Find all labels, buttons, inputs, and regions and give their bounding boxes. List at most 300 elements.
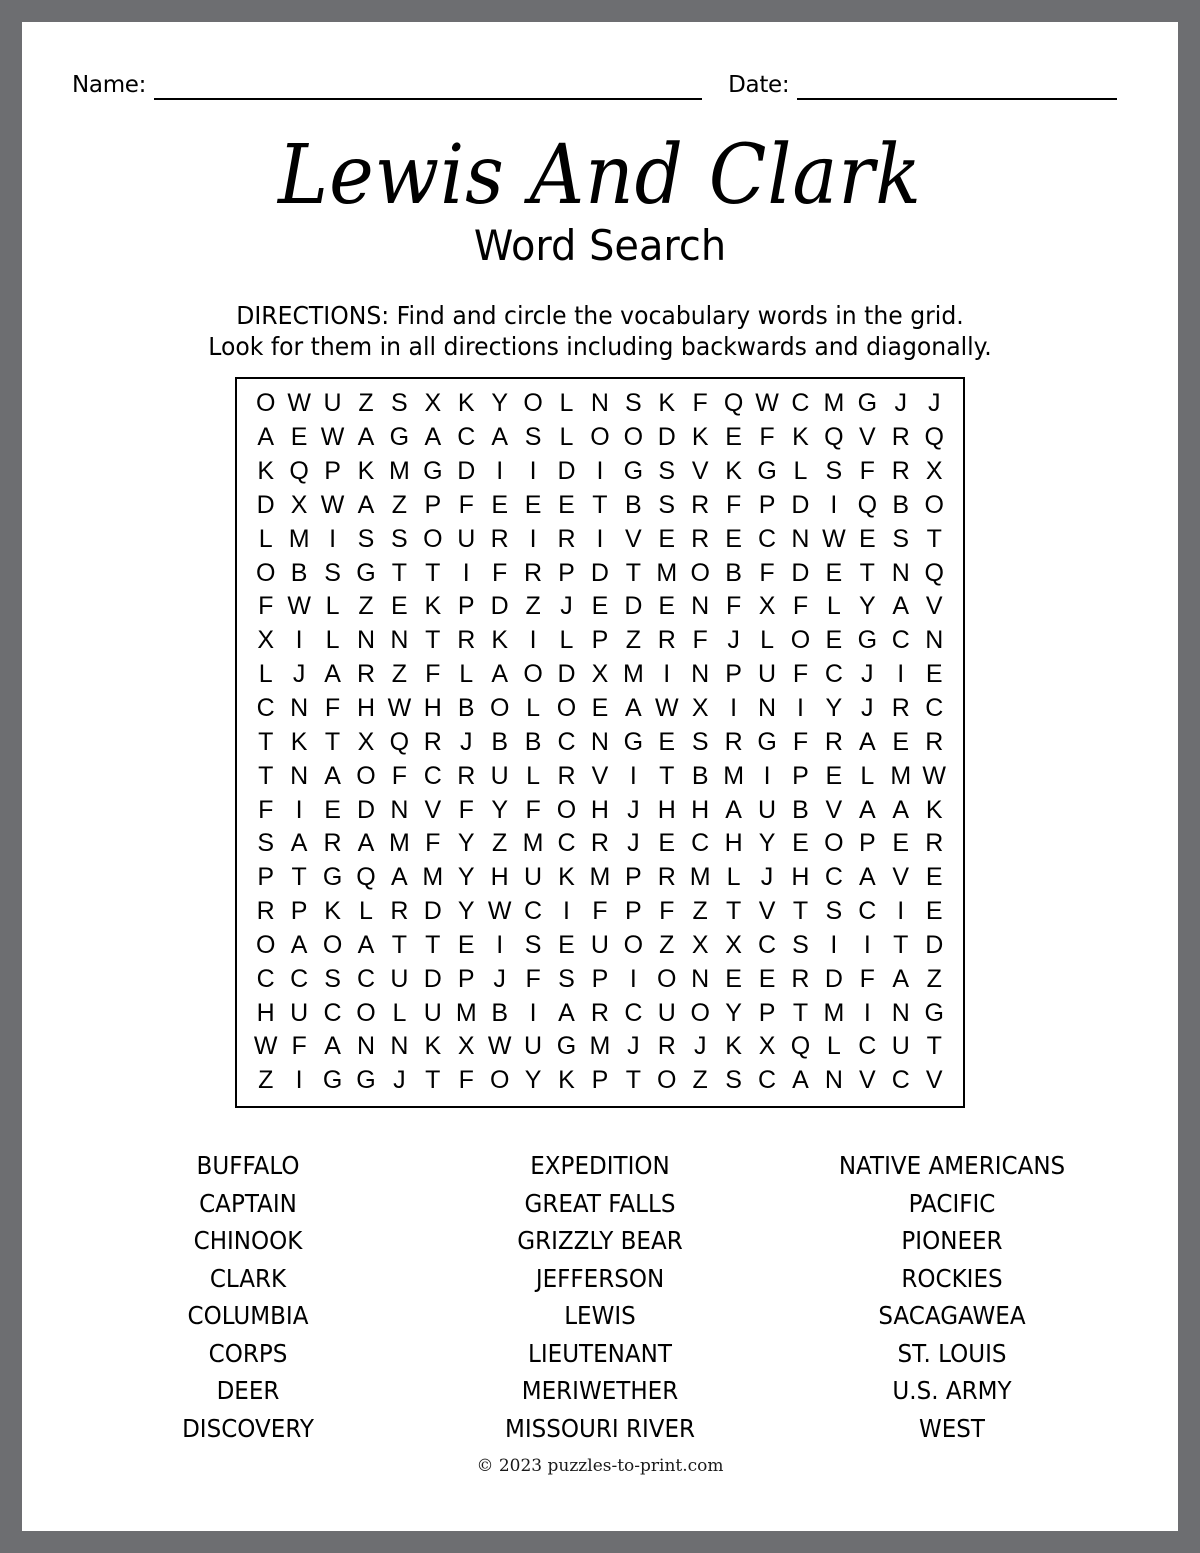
grid-cell[interactable]: M (656, 558, 678, 587)
grid-cell[interactable]: E (925, 897, 943, 926)
grid-cell[interactable]: Q (356, 863, 376, 892)
grid-cell[interactable]: X (257, 626, 275, 655)
grid-cell[interactable]: I (529, 457, 537, 486)
grid-cell[interactable]: T (425, 626, 441, 655)
grid-cell[interactable]: A (357, 829, 375, 858)
grid-cell[interactable]: E (290, 423, 308, 452)
grid-cell[interactable]: J (894, 389, 907, 418)
grid-cell[interactable]: A (491, 660, 508, 689)
grid-cell[interactable]: N (590, 389, 609, 418)
grid-cell[interactable]: N (791, 524, 810, 553)
grid-cell[interactable]: M (288, 524, 310, 553)
grid-cell[interactable]: X (725, 930, 742, 959)
grid-cell[interactable]: O (690, 998, 710, 1027)
grid-cell[interactable]: F (792, 592, 809, 621)
grid-cell[interactable]: G (924, 998, 944, 1027)
grid-cell[interactable]: L (392, 998, 407, 1027)
grid-cell[interactable]: O (322, 930, 343, 959)
word-list-item[interactable]: COLUMBIA (187, 1301, 309, 1330)
grid-cell[interactable]: Q (924, 423, 944, 452)
grid-cell[interactable]: I (730, 694, 738, 723)
grid-cell[interactable]: F (859, 964, 875, 993)
grid-cell[interactable]: U (657, 998, 676, 1027)
grid-cell[interactable]: S (792, 930, 809, 959)
grid-cell[interactable]: K (290, 727, 308, 756)
grid-cell[interactable]: O (690, 558, 710, 587)
word-list-item[interactable]: GREAT FALLS (524, 1188, 676, 1218)
grid-cell[interactable]: I (596, 524, 604, 553)
grid-cell[interactable]: G (623, 457, 644, 486)
grid-cell[interactable]: E (725, 423, 742, 452)
grid-cell[interactable]: N (891, 558, 910, 587)
grid-cell[interactable]: Z (625, 626, 641, 655)
grid-cell[interactable]: F (525, 964, 541, 993)
grid-cell[interactable]: L (559, 423, 574, 452)
grid-cell[interactable]: U (590, 930, 609, 959)
grid-cell[interactable]: E (825, 558, 843, 587)
grid-cell[interactable]: E (925, 660, 943, 689)
grid-cell[interactable]: Q (289, 457, 309, 486)
grid-cell[interactable]: O (255, 389, 276, 418)
grid-cell[interactable]: C (891, 626, 910, 655)
grid-cell[interactable]: G (757, 727, 777, 756)
grid-cell[interactable]: F (725, 592, 742, 621)
grid-cell[interactable]: C (624, 998, 643, 1027)
grid-cell[interactable]: R (557, 524, 576, 553)
grid-cell[interactable]: Z (926, 964, 942, 993)
grid-cell[interactable]: M (823, 998, 845, 1027)
grid-cell[interactable]: C (758, 524, 777, 553)
grid-cell[interactable]: T (592, 490, 608, 519)
grid-cell[interactable]: K (491, 626, 508, 655)
grid-cell[interactable]: D (423, 897, 442, 926)
grid-cell[interactable]: U (323, 389, 342, 418)
grid-cell[interactable]: J (493, 964, 506, 993)
grid-cell[interactable]: W (287, 592, 311, 621)
grid-cell[interactable]: F (592, 897, 608, 926)
grid-cell[interactable]: S (391, 524, 408, 553)
grid-cell[interactable]: C (323, 998, 342, 1027)
grid-cell[interactable]: I (563, 897, 570, 926)
grid-cell[interactable]: H (791, 863, 810, 892)
grid-cell[interactable]: N (891, 998, 910, 1027)
grid-cell[interactable]: B (457, 694, 475, 723)
grid-cell[interactable]: Z (492, 829, 508, 858)
grid-cell[interactable]: O (657, 964, 677, 993)
grid-cell[interactable]: F (725, 490, 742, 519)
grid-cell[interactable]: R (891, 423, 910, 452)
grid-cell[interactable]: X (758, 592, 776, 621)
word-list-item[interactable]: NATIVE AMERICANS (838, 1151, 1066, 1180)
grid-cell[interactable]: F (458, 1066, 474, 1095)
grid-cell[interactable]: R (356, 660, 375, 689)
grid-cell[interactable]: L (559, 389, 574, 418)
grid-cell[interactable]: D (557, 660, 576, 689)
word-list-item[interactable]: PIONEER (901, 1226, 1003, 1255)
grid-cell[interactable]: D (557, 457, 576, 486)
grid-cell[interactable]: O (824, 829, 844, 858)
grid-cell[interactable]: I (329, 524, 337, 553)
word-list-item[interactable]: MERIWETHER (521, 1376, 679, 1405)
grid-cell[interactable]: I (830, 490, 838, 519)
grid-cell[interactable]: K (424, 592, 442, 621)
grid-cell[interactable]: E (491, 490, 508, 519)
grid-cell[interactable]: F (391, 761, 408, 790)
grid-cell[interactable]: V (925, 592, 943, 621)
grid-cell[interactable]: A (892, 592, 910, 621)
grid-cell[interactable]: F (258, 795, 274, 824)
grid-cell[interactable]: Q (824, 423, 844, 452)
grid-cell[interactable]: Q (723, 389, 744, 418)
grid-cell[interactable]: E (725, 964, 742, 993)
grid-cell[interactable]: Y (524, 1066, 542, 1095)
grid-cell[interactable]: F (425, 660, 441, 689)
grid-cell[interactable]: G (356, 1066, 376, 1095)
grid-cell[interactable]: S (324, 964, 341, 993)
grid-cell[interactable]: J (560, 592, 573, 621)
grid-cell[interactable]: K (424, 1032, 442, 1061)
grid-cell[interactable]: P (591, 964, 609, 993)
grid-cell[interactable]: M (689, 863, 711, 892)
grid-cell[interactable]: J (627, 795, 640, 824)
word-list-item[interactable]: JEFFERSON (535, 1263, 665, 1293)
grid-cell[interactable]: S (825, 457, 843, 486)
grid-cell[interactable]: T (425, 930, 441, 959)
grid-cell[interactable]: P (758, 998, 776, 1027)
grid-cell[interactable]: I (629, 761, 637, 790)
grid-cell[interactable]: V (625, 524, 642, 553)
grid-cell[interactable]: N (590, 727, 609, 756)
grid-cell[interactable]: P (625, 863, 642, 892)
grid-cell[interactable]: Q (924, 558, 944, 587)
grid-cell[interactable]: R (490, 524, 509, 553)
grid-cell[interactable]: A (792, 1066, 809, 1095)
grid-cell[interactable]: D (423, 964, 442, 993)
grid-cell[interactable]: J (861, 694, 874, 723)
grid-cell[interactable]: O (255, 558, 276, 587)
grid-cell[interactable]: P (290, 897, 308, 926)
grid-cell[interactable]: O (924, 490, 944, 519)
word-list-item[interactable]: GRIZZLY BEAR (517, 1226, 683, 1255)
grid-cell[interactable]: V (925, 1066, 943, 1095)
grid-cell[interactable]: J (861, 660, 874, 689)
grid-cell[interactable]: D (657, 423, 676, 452)
grid-cell[interactable]: N (691, 660, 710, 689)
grid-cell[interactable]: A (892, 795, 910, 824)
grid-cell[interactable]: G (322, 1066, 343, 1095)
grid-cell[interactable]: C (290, 964, 309, 993)
grid-cell[interactable]: G (389, 423, 410, 452)
grid-cell[interactable]: L (459, 660, 474, 689)
grid-cell[interactable]: F (492, 558, 508, 587)
grid-cell[interactable]: O (356, 998, 376, 1027)
grid-cell[interactable]: O (423, 524, 443, 553)
grid-cell[interactable]: R (657, 863, 676, 892)
grid-cell[interactable]: C (858, 897, 877, 926)
grid-cell[interactable]: H (490, 863, 509, 892)
grid-cell[interactable]: G (356, 558, 376, 587)
grid-cell[interactable]: W (320, 490, 345, 519)
grid-cell[interactable]: R (925, 727, 944, 756)
grid-cell[interactable]: N (356, 1032, 375, 1061)
grid-cell[interactable]: A (491, 423, 508, 452)
grid-cell[interactable]: R (590, 829, 609, 858)
grid-cell[interactable]: T (926, 524, 942, 553)
grid-cell[interactable]: R (323, 829, 342, 858)
grid-cell[interactable]: K (558, 1066, 575, 1095)
grid-cell[interactable]: W (320, 423, 345, 452)
grid-cell[interactable]: B (892, 490, 910, 519)
grid-cell[interactable]: O (657, 1066, 677, 1095)
grid-cell[interactable]: P (591, 1066, 609, 1095)
grid-cell[interactable]: W (654, 694, 679, 723)
grid-cell[interactable]: D (490, 592, 509, 621)
grid-cell[interactable]: F (458, 490, 474, 519)
grid-cell[interactable]: Y (457, 897, 475, 926)
word-list-item[interactable]: LEWIS (564, 1301, 636, 1330)
grid-cell[interactable]: E (658, 592, 676, 621)
grid-cell[interactable]: Q (790, 1032, 811, 1061)
grid-cell[interactable]: U (423, 998, 442, 1027)
grid-cell[interactable]: E (558, 930, 575, 959)
grid-cell[interactable]: M (422, 863, 444, 892)
grid-cell[interactable]: T (859, 558, 875, 587)
grid-cell[interactable]: Z (391, 660, 408, 689)
grid-cell[interactable]: L (559, 626, 574, 655)
grid-cell[interactable]: F (525, 795, 541, 824)
grid-cell[interactable]: T (291, 863, 307, 892)
grid-cell[interactable]: K (457, 389, 475, 418)
grid-cell[interactable]: R (791, 964, 810, 993)
grid-cell[interactable]: X (591, 660, 609, 689)
grid-cell[interactable]: J (760, 863, 774, 892)
grid-cell[interactable]: U (457, 524, 476, 553)
grid-cell[interactable]: G (322, 863, 343, 892)
grid-cell[interactable]: X (758, 1032, 776, 1061)
grid-cell[interactable]: I (295, 626, 303, 655)
grid-cell[interactable]: C (691, 829, 710, 858)
grid-cell[interactable]: N (691, 964, 710, 993)
grid-cell[interactable]: A (357, 490, 375, 519)
grid-cell[interactable]: S (391, 389, 408, 418)
grid-cell[interactable]: X (290, 490, 308, 519)
grid-cell[interactable]: S (324, 558, 341, 587)
grid-cell[interactable]: V (858, 1066, 876, 1095)
grid-cell[interactable]: A (290, 829, 308, 858)
grid-cell[interactable]: G (757, 457, 777, 486)
grid-cell[interactable]: O (489, 694, 510, 723)
grid-cell[interactable]: T (659, 761, 675, 790)
grid-cell[interactable]: D (590, 558, 609, 587)
grid-cell[interactable]: D (824, 964, 843, 993)
grid-cell[interactable]: Z (391, 490, 408, 519)
grid-cell[interactable]: I (496, 457, 504, 486)
grid-cell[interactable]: H (657, 795, 676, 824)
grid-cell[interactable]: H (691, 795, 710, 824)
grid-cell[interactable]: S (892, 524, 910, 553)
grid-cell[interactable]: I (529, 524, 537, 553)
grid-cell[interactable]: B (491, 998, 508, 1027)
grid-cell[interactable]: W (755, 389, 779, 418)
grid-cell[interactable]: L (826, 1032, 841, 1061)
grid-cell[interactable]: F (324, 694, 341, 723)
grid-cell[interactable]: R (891, 457, 910, 486)
grid-cell[interactable]: I (663, 660, 671, 689)
grid-cell[interactable]: F (692, 626, 708, 655)
grid-cell[interactable]: A (625, 694, 642, 723)
grid-cell[interactable]: I (295, 1066, 303, 1095)
grid-cell[interactable]: C (356, 964, 375, 993)
grid-cell[interactable]: I (897, 660, 905, 689)
grid-cell[interactable]: R (691, 524, 710, 553)
grid-cell[interactable]: X (457, 1032, 475, 1061)
grid-cell[interactable]: A (858, 863, 876, 892)
word-list-item[interactable]: CHINOOK (193, 1226, 303, 1255)
grid-cell[interactable]: R (691, 490, 710, 519)
grid-cell[interactable]: S (524, 930, 542, 959)
grid-cell[interactable]: P (758, 490, 776, 519)
grid-cell[interactable]: S (524, 423, 542, 452)
grid-cell[interactable]: A (858, 727, 876, 756)
grid-cell[interactable]: K (558, 863, 575, 892)
grid-cell[interactable]: C (791, 389, 810, 418)
grid-cell[interactable]: O (556, 795, 577, 824)
grid-cell[interactable]: J (927, 389, 941, 418)
grid-cell[interactable]: T (792, 897, 809, 926)
word-list-item[interactable]: BUFFALO (196, 1151, 300, 1180)
word-list-item[interactable]: LIEUTENANT (528, 1338, 672, 1368)
grid-cell[interactable]: T (893, 930, 909, 959)
grid-cell[interactable]: R (657, 1032, 676, 1061)
grid-cell[interactable]: L (726, 863, 741, 892)
grid-cell[interactable]: R (457, 626, 476, 655)
grid-cell[interactable]: M (723, 761, 745, 790)
grid-cell[interactable]: P (725, 660, 742, 689)
grid-cell[interactable]: A (725, 795, 742, 824)
grid-cell[interactable]: K (357, 457, 375, 486)
grid-cell[interactable]: Y (457, 863, 475, 892)
grid-cell[interactable]: E (591, 694, 609, 723)
grid-cell[interactable]: K (257, 457, 275, 486)
grid-cell[interactable]: L (793, 457, 808, 486)
grid-cell[interactable]: L (860, 761, 875, 790)
grid-cell[interactable]: W (822, 524, 846, 553)
grid-cell[interactable]: A (892, 964, 910, 993)
grid-cell[interactable]: I (529, 626, 537, 655)
grid-cell[interactable]: T (391, 930, 408, 959)
grid-cell[interactable]: O (356, 761, 376, 790)
grid-cell[interactable]: E (892, 829, 910, 858)
grid-cell[interactable]: R (590, 998, 609, 1027)
grid-cell[interactable]: I (796, 694, 804, 723)
grid-cell[interactable]: A (257, 423, 275, 452)
grid-cell[interactable]: W (287, 389, 311, 418)
grid-cell[interactable]: Z (358, 592, 374, 621)
grid-cell[interactable]: U (891, 1032, 910, 1061)
grid-cell[interactable]: L (526, 694, 541, 723)
grid-cell[interactable]: F (759, 558, 775, 587)
grid-cell[interactable]: T (258, 761, 274, 790)
grid-cell[interactable]: C (858, 1032, 877, 1061)
grid-cell[interactable]: Y (858, 592, 876, 621)
grid-cell[interactable]: K (658, 389, 676, 418)
grid-cell[interactable]: T (625, 558, 641, 587)
grid-cell[interactable]: K (925, 795, 943, 824)
grid-cell[interactable]: E (658, 829, 676, 858)
grid-cell[interactable]: E (725, 524, 742, 553)
grid-cell[interactable]: W (487, 897, 512, 926)
grid-cell[interactable]: I (863, 998, 871, 1027)
grid-cell[interactable]: E (558, 490, 575, 519)
grid-cell[interactable]: Z (692, 897, 708, 926)
grid-cell[interactable]: E (524, 490, 542, 519)
grid-cell[interactable]: G (423, 457, 443, 486)
grid-cell[interactable]: R (557, 761, 576, 790)
grid-cell[interactable]: K (725, 457, 742, 486)
grid-cell[interactable]: E (792, 829, 809, 858)
grid-cell[interactable]: Z (258, 1066, 274, 1095)
word-list-item[interactable]: CLARK (209, 1263, 287, 1293)
grid-cell[interactable]: V (758, 897, 776, 926)
grid-cell[interactable]: O (255, 930, 276, 959)
grid-cell[interactable]: C (557, 829, 576, 858)
word-list-item[interactable]: ROCKIES (901, 1263, 1003, 1293)
grid-cell[interactable]: M (455, 998, 477, 1027)
grid-cell[interactable]: O (556, 694, 577, 723)
grid-cell[interactable]: L (325, 626, 340, 655)
grid-cell[interactable]: O (523, 660, 543, 689)
grid-cell[interactable]: T (792, 998, 809, 1027)
word-list-item[interactable]: PACIFIC (908, 1188, 996, 1218)
grid-cell[interactable]: N (290, 761, 309, 790)
word-list-item[interactable]: ST. LOUIS (897, 1338, 1007, 1368)
grid-cell[interactable]: I (462, 558, 470, 587)
grid-cell[interactable]: Y (725, 998, 742, 1027)
grid-cell[interactable]: A (290, 930, 308, 959)
grid-cell[interactable]: O (523, 389, 543, 418)
grid-cell[interactable]: Z (692, 1066, 708, 1095)
grid-cell[interactable]: D (791, 558, 810, 587)
grid-cell[interactable]: F (659, 897, 675, 926)
grid-cell[interactable]: H (256, 998, 275, 1027)
grid-cell[interactable]: B (691, 761, 709, 790)
grid-cell[interactable]: P (625, 897, 642, 926)
grid-cell[interactable]: R (524, 558, 543, 587)
grid-cell[interactable]: T (425, 1066, 441, 1095)
grid-cell[interactable]: G (857, 389, 878, 418)
grid-cell[interactable]: B (625, 490, 642, 519)
grid-cell[interactable]: J (459, 727, 473, 756)
grid-cell[interactable]: E (591, 592, 609, 621)
grid-cell[interactable]: E (825, 626, 843, 655)
grid-cell[interactable]: N (758, 694, 777, 723)
grid-cell[interactable]: Y (825, 694, 843, 723)
grid-cell[interactable]: U (758, 660, 777, 689)
grid-cell[interactable]: A (357, 423, 375, 452)
grid-cell[interactable]: C (824, 660, 843, 689)
grid-cell[interactable]: C (557, 727, 576, 756)
grid-cell[interactable]: N (390, 626, 409, 655)
grid-cell[interactable]: S (257, 829, 275, 858)
grid-cell[interactable]: L (526, 761, 541, 790)
word-list-item[interactable]: WEST (918, 1413, 986, 1443)
date-write-line[interactable] (797, 72, 1117, 100)
grid-cell[interactable]: L (359, 897, 373, 926)
grid-cell[interactable]: A (858, 795, 876, 824)
word-list-item[interactable]: MISSOURI RIVER (504, 1413, 696, 1443)
grid-cell[interactable]: A (324, 761, 341, 790)
grid-cell[interactable]: V (858, 423, 876, 452)
